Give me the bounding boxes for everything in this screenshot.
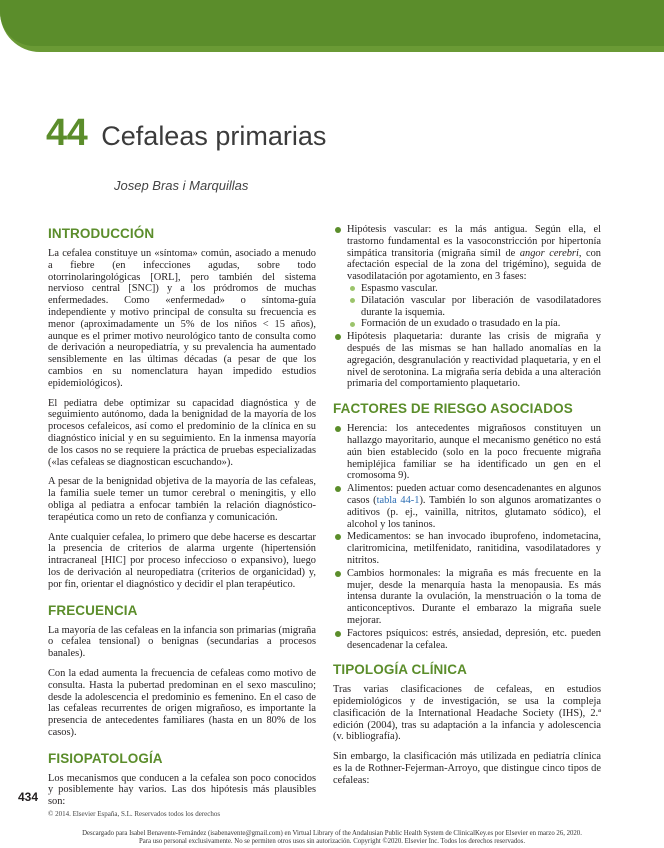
sub-list <box>347 283 601 330</box>
table-link[interactable]: tabla 44-1 <box>376 494 420 506</box>
section-heading-fisiopatologia: FISIOPATOLOGÍA <box>48 750 163 766</box>
section-heading-factores: FACTORES DE RIESGO ASOCIADOS <box>333 401 573 417</box>
paragraph: Con la edad aumenta la frecuencia de cefaleas como motivo de consulta. Hasta la pubertad predominan en el sexo masculino; desde la adolescencia el predominio es femenino. En el caso de las cefaleas recurrentes de origen migrañoso, es importante la presencia de antecedentes familiares (hasta en un 80% de los casos). <box>48 667 316 738</box>
bullet-icon <box>350 322 355 327</box>
bullet-icon <box>350 286 355 291</box>
bullet-icon <box>350 298 355 303</box>
list-item: Cambios hormonales: la migraña es más frecuente en la mujer, desde la menarquía hasta la menopausia. Es más intensa durante la ovulación, la menstruación o la toma de anticonceptivos. Durante el embarazo la migraña suele mejorar. <box>333 568 601 627</box>
paragraph: Ante cualquier cefalea, lo primero que debe hacerse es descartar la presencia de criterios de alarma urgente (hipertensión intracraneal [HIC] por proceso infeccioso o expansivo), luego los de derivación al neuropediatra (criterios de organicidad) y, por fin, orientar el diagnóstico y decidir el plan terapéutico. <box>48 531 316 590</box>
bullet-icon <box>335 631 341 637</box>
paragraph: A pesar de la benignidad objetiva de la mayoría de las cefaleas, la familia suele temer un tumor cerebral o meningitis, y ello obliga al pediatra a enfocar también la relación diagnóstico-terapéutica como un reto de confianza y comunicación. <box>48 476 316 523</box>
left-column <box>48 226 316 816</box>
bullet-icon <box>335 571 341 577</box>
list-item: Medicamentos: se han invocado ibuprofeno, indometacina, claritromicina, metilfenidato, ranitidina, vasodilatadores y nitritos. <box>333 531 601 566</box>
bullet-icon <box>335 334 341 340</box>
bullet-icon <box>335 486 341 492</box>
copyright-notice: © 2014. Elsevier España, S.L. Reservados todos los derechos <box>48 810 221 818</box>
chapter-number: 44 <box>46 112 88 154</box>
paragraph: Los mecanismos que conducen a la cefalea son poco conocidos y posiblemente hay varios. Las dos hipótesis más plausibles son: <box>48 772 316 808</box>
header-band-inner <box>0 0 664 46</box>
footer-line: Descargado para Isabel Benavente-Fernández (isabenavente@gmail.com) en Virtual Library of the Andalusian Public Health System de ClinicalKey.es por Elsevier en marzo 26, 2020. <box>82 830 582 837</box>
list-item: Alimentos: pueden actuar como desencadenantes en algunos casos (tabla 44-1). También lo son algunos aromatizantes o aditivos (p. ej., vainilla, nitritos, glutamato sódico), el alcohol y los taninos. <box>333 483 601 530</box>
section-heading-introduccion: INTRODUCCIÓN <box>48 226 155 241</box>
list-item: Hipótesis vascular: es la más antigua. Según ella, el trastorno fundamental es la vasoconstricción por hipertonía simpática transitoria (migraña símil de angor cerebri, con afectación especial de la zona del trigémino), seguida de vasodilatación por agotamiento, en 3 fases: Espasmo vascular. Dilatación vascular por liberación de vasodilatadores durante la isquemia. Formación de un exudado o trasudado en la pía. <box>333 224 601 330</box>
header-band <box>0 0 664 52</box>
paragraph: Sin embargo, la clasificación más utilizada en pediatría clínica es la de Rothner-Fejerman-Arroyo, que distingue cinco tipos de cefaleas: <box>333 751 601 786</box>
chapter-heading <box>46 112 326 158</box>
bullet-icon <box>335 227 341 233</box>
bullet-icon <box>335 534 341 540</box>
list-item: Herencia: los antecedentes migrañosos constituyen un hallazgo mayoritario, aunque el mecanismo genético no está aún bien establecido (solo en la poco frecuente migraña hemipléjica familiar se ha identificado un gen en el cromosoma 9). <box>333 423 601 482</box>
section-heading-frecuencia: FRECUENCIA <box>48 602 138 618</box>
sub-list-item: Espasmo vascular. <box>347 283 601 295</box>
risk-factor-list <box>333 423 601 651</box>
list-item: Factores psíquicos: estrés, ansiedad, depresión, etc. pueden desencadenar la cefalea. <box>333 628 601 652</box>
list-item: Hipótesis plaquetaria: durante las crisis de migraña y después de las mismas se han hallado anomalías en la agregación, desgranulación y reactividad plaquetaria, y en el nivel de serotonina. La migraña sería debida a una alteración primaria del comportamiento plaquetario. <box>333 331 601 390</box>
paragraph: El pediatra debe optimizar su capacidad diagnóstica y de seguimiento autónomo, dada la benignidad de la mayoría de los procesos cefaleicos, así como el predominio de la clínica en su diagnóstico inicial y en su seguimiento. En la inmensa mayoría de los casos no se requiere la práctica de pruebas especializadas («las cefaleas se diagnostican escuchando»). <box>48 397 316 468</box>
right-column <box>333 224 601 795</box>
sub-list-item: Formación de un exudado o trasudado en la pía. <box>347 318 601 330</box>
paragraph: La mayoría de las cefaleas en la infancia son primarias (migraña o cefalea tensional) o benignas (secundarias a procesos banales). <box>48 624 316 660</box>
chapter-title: Cefaleas primarias <box>101 121 327 151</box>
bullet-icon <box>335 426 341 432</box>
chapter-author: Josep Bras i Marquillas <box>114 178 249 193</box>
section-heading-tipologia: TIPOLOGÍA CLÍNICA <box>333 662 467 678</box>
download-footer <box>0 830 664 847</box>
hypothesis-list <box>333 224 601 390</box>
paragraph: La cefalea constituye un «síntoma» común, asociado a menudo a fiebre (en infecciones agudas, sobre todo otorrinolaringológicas [ORL], pero también del sistema nervioso central [SNC]) y a los pródromos de muchas enfermedades. Como «enfermedad» o síntoma-guía independiente y motivo principal de consulta su frecuencia es menor (aproximadamente un 5% de los niños < 15 años), aunque es el primer motivo neurológico tanto de consulta como de derivación a neuropediatría, y su prevalencia ha aumentado sensiblemente en las últimas décadas (a pesar de que los cambios en su nomenclatura hayan impedido estudios epidemiológicos). <box>48 248 316 389</box>
page-number: 434 <box>18 790 39 804</box>
footer-line: Para uso personal exclusivamente. No se permiten otros usos sin autorización. Copyright ©2020. Elsevier Inc. Todos los derechos reservados. <box>138 838 526 846</box>
paragraph: Tras varias clasificaciones de cefaleas, en estudios epidemiológicos y de investigación, se usa la compleja clasificación de la International Headache Society (IHS), 2.ª edición (2004), tras su adaptación a la infancia y adolescencia (v. bibliografía). <box>333 684 601 743</box>
sub-list-item: Dilatación vascular por liberación de vasodilatadores durante la isquemia. <box>347 295 601 319</box>
